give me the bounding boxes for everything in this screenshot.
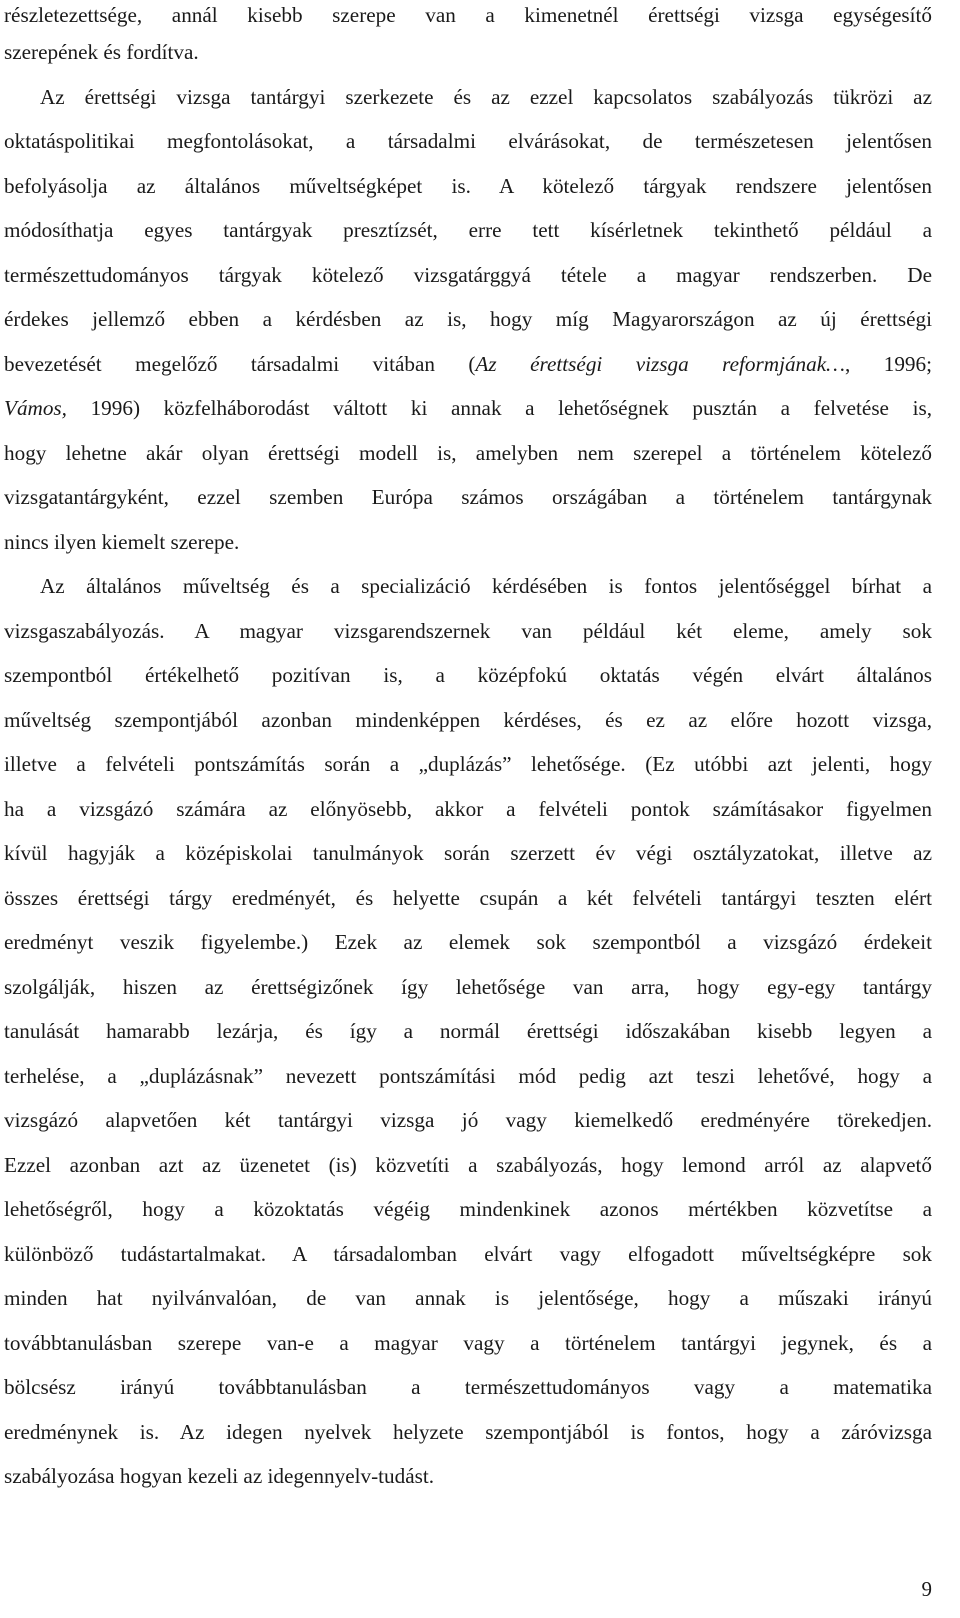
text-line: eredményt veszik figyelembe.) Ezek az elemek sok szempontból a vizsgázó érdekeit — [4, 930, 932, 954]
text-line: oktatáspolitikai megfontolásokat, a társadalmi elvárásokat, de természetesen jelentősen — [4, 129, 932, 153]
text-line: eredménynek is. Az idegen nyelvek helyzete szempontjából is fontos, hogy a záróvizsga — [4, 1419, 932, 1444]
text-line: kívül hagyják a középiskolai tanulmányok során szerzett év végi osztályzatokat, illetve az — [4, 841, 932, 865]
text-line: lehetőségről, hogy a közoktatás végéig mindenkinek azonos mértékben közvetítse a — [4, 1197, 932, 1221]
text-line: érdekes jellemző ebben a kérdésben az is, hogy míg Magyarországon az új érettségi — [4, 307, 932, 331]
text-line: illetve a felvételi pontszámítás során a „duplázás” lehetősége. (Ez utóbbi azt jelenti, hogy — [4, 752, 932, 776]
text-line: továbbtanulásban szerepe van-e a magyar vagy a történelem tantárgyi jegynek, és a — [4, 1330, 932, 1355]
text-line: Ezzel azonban azt az üzenetet (is) közvetíti a szabályozás, hogy lemond arról az alapvető — [4, 1152, 932, 1177]
text-line: vizsgázó alapvetően két tantárgyi vizsga jó vagy kiemelkedő eredményére törekedjen. — [4, 1108, 932, 1132]
text-line: részletezettsége, annál kisebb szerepe van a kimenetnél érettségi vizsga egységesítő — [4, 3, 932, 27]
text-segment: 1996) közfelháborodást váltott ki annak a lehetőségnek pusztán a felvetése is, — [66, 396, 932, 420]
text-line-with-citation — [4, 386, 932, 431]
text-line: bölcsész irányú továbbtanulásban a természettudományos vagy a matematika — [4, 1375, 932, 1399]
text-line: módosíthatja egyes tantárgyak presztízsét, erre tett kísérletnek tekinthető például a — [4, 218, 932, 242]
paragraph-start-line: Az érettségi vizsga tantárgyi szerkezete és az ezzel kapcsolatos szabályozás tükrözi az — [40, 84, 932, 109]
italic-citation-title: Az érettségi vizsga reformjának… — [475, 351, 845, 376]
text-line: tanulását hamarabb lezárja, és így a normál érettségi időszakában kisebb legyen a — [4, 1019, 932, 1043]
text-line: szempontból értékelhető pozitívan is, a középfokú oktatás végén elvárt általános — [4, 663, 932, 687]
text-line: vizsgaszabályozás. A magyar vizsgarendszernek van például két eleme, amely sok — [4, 618, 932, 643]
text-line: minden hat nyilvánvalóan, de van annak is jelentősége, hogy a műszaki irányú — [4, 1286, 932, 1310]
text-line: hogy lehetne akár olyan érettségi modell is, amelyben nem szerepel a történelem kötelező — [4, 440, 932, 465]
text-segment: bevezetését megelőző társadalmi vitában ( — [4, 351, 476, 376]
document-page — [4, 0, 932, 1499]
italic-citation-author: Vámos, — [4, 396, 67, 420]
text-line: természettudományos tárgyak kötelező vizsgatárggyá tétele a magyar rendszerben. De — [4, 262, 932, 287]
text-line: különböző tudástartalmakat. A társadalomban elvárt vagy elfogadott műveltségképre sok — [4, 1241, 932, 1266]
text-line: befolyásolja az általános műveltségképet is. A kötelező tárgyak rendszere jelentősen — [4, 173, 932, 198]
text-line: vizsgatantárgyként, ezzel szemben Európa számos országában a történelem tantárgynak — [4, 485, 932, 509]
paragraph-start-line: Az általános műveltség és a specializáció kérdésében is fontos jelentőséggel bírhat a — [40, 574, 932, 598]
text-line: ha a vizsgázó számára az előnyösebb, akkor a felvételi pontok számításakor figyelmen — [4, 796, 932, 821]
text-line: műveltség szempontjából azonban mindenképpen kérdéses, és ez az előre hozott vizsga, — [4, 707, 932, 732]
text-segment: , 1996; — [844, 351, 932, 376]
text-line: szolgálják, hiszen az érettségizőnek így lehetősége van arra, hogy egy-egy tantárgy — [4, 974, 932, 999]
text-line: terhelése, a „duplázásnak” nevezett pontszámítási mód pedig azt teszi lehetővé, hogy a — [4, 1063, 932, 1088]
text-line: összes érettségi tárgy eredményét, és helyette csupán a két felvételi tantárgyi teszten elért — [4, 885, 932, 910]
text-line: szabályozása hogyan kezeli az idegennyelv-tudást. — [4, 1464, 435, 1488]
text-line: nincs ilyen kiemelt szerepe. — [4, 529, 240, 554]
text-line: szerepének és fordítva. — [4, 40, 199, 64]
text-line-with-citation — [4, 342, 932, 387]
page-number: 9 — [921, 1577, 932, 1601]
